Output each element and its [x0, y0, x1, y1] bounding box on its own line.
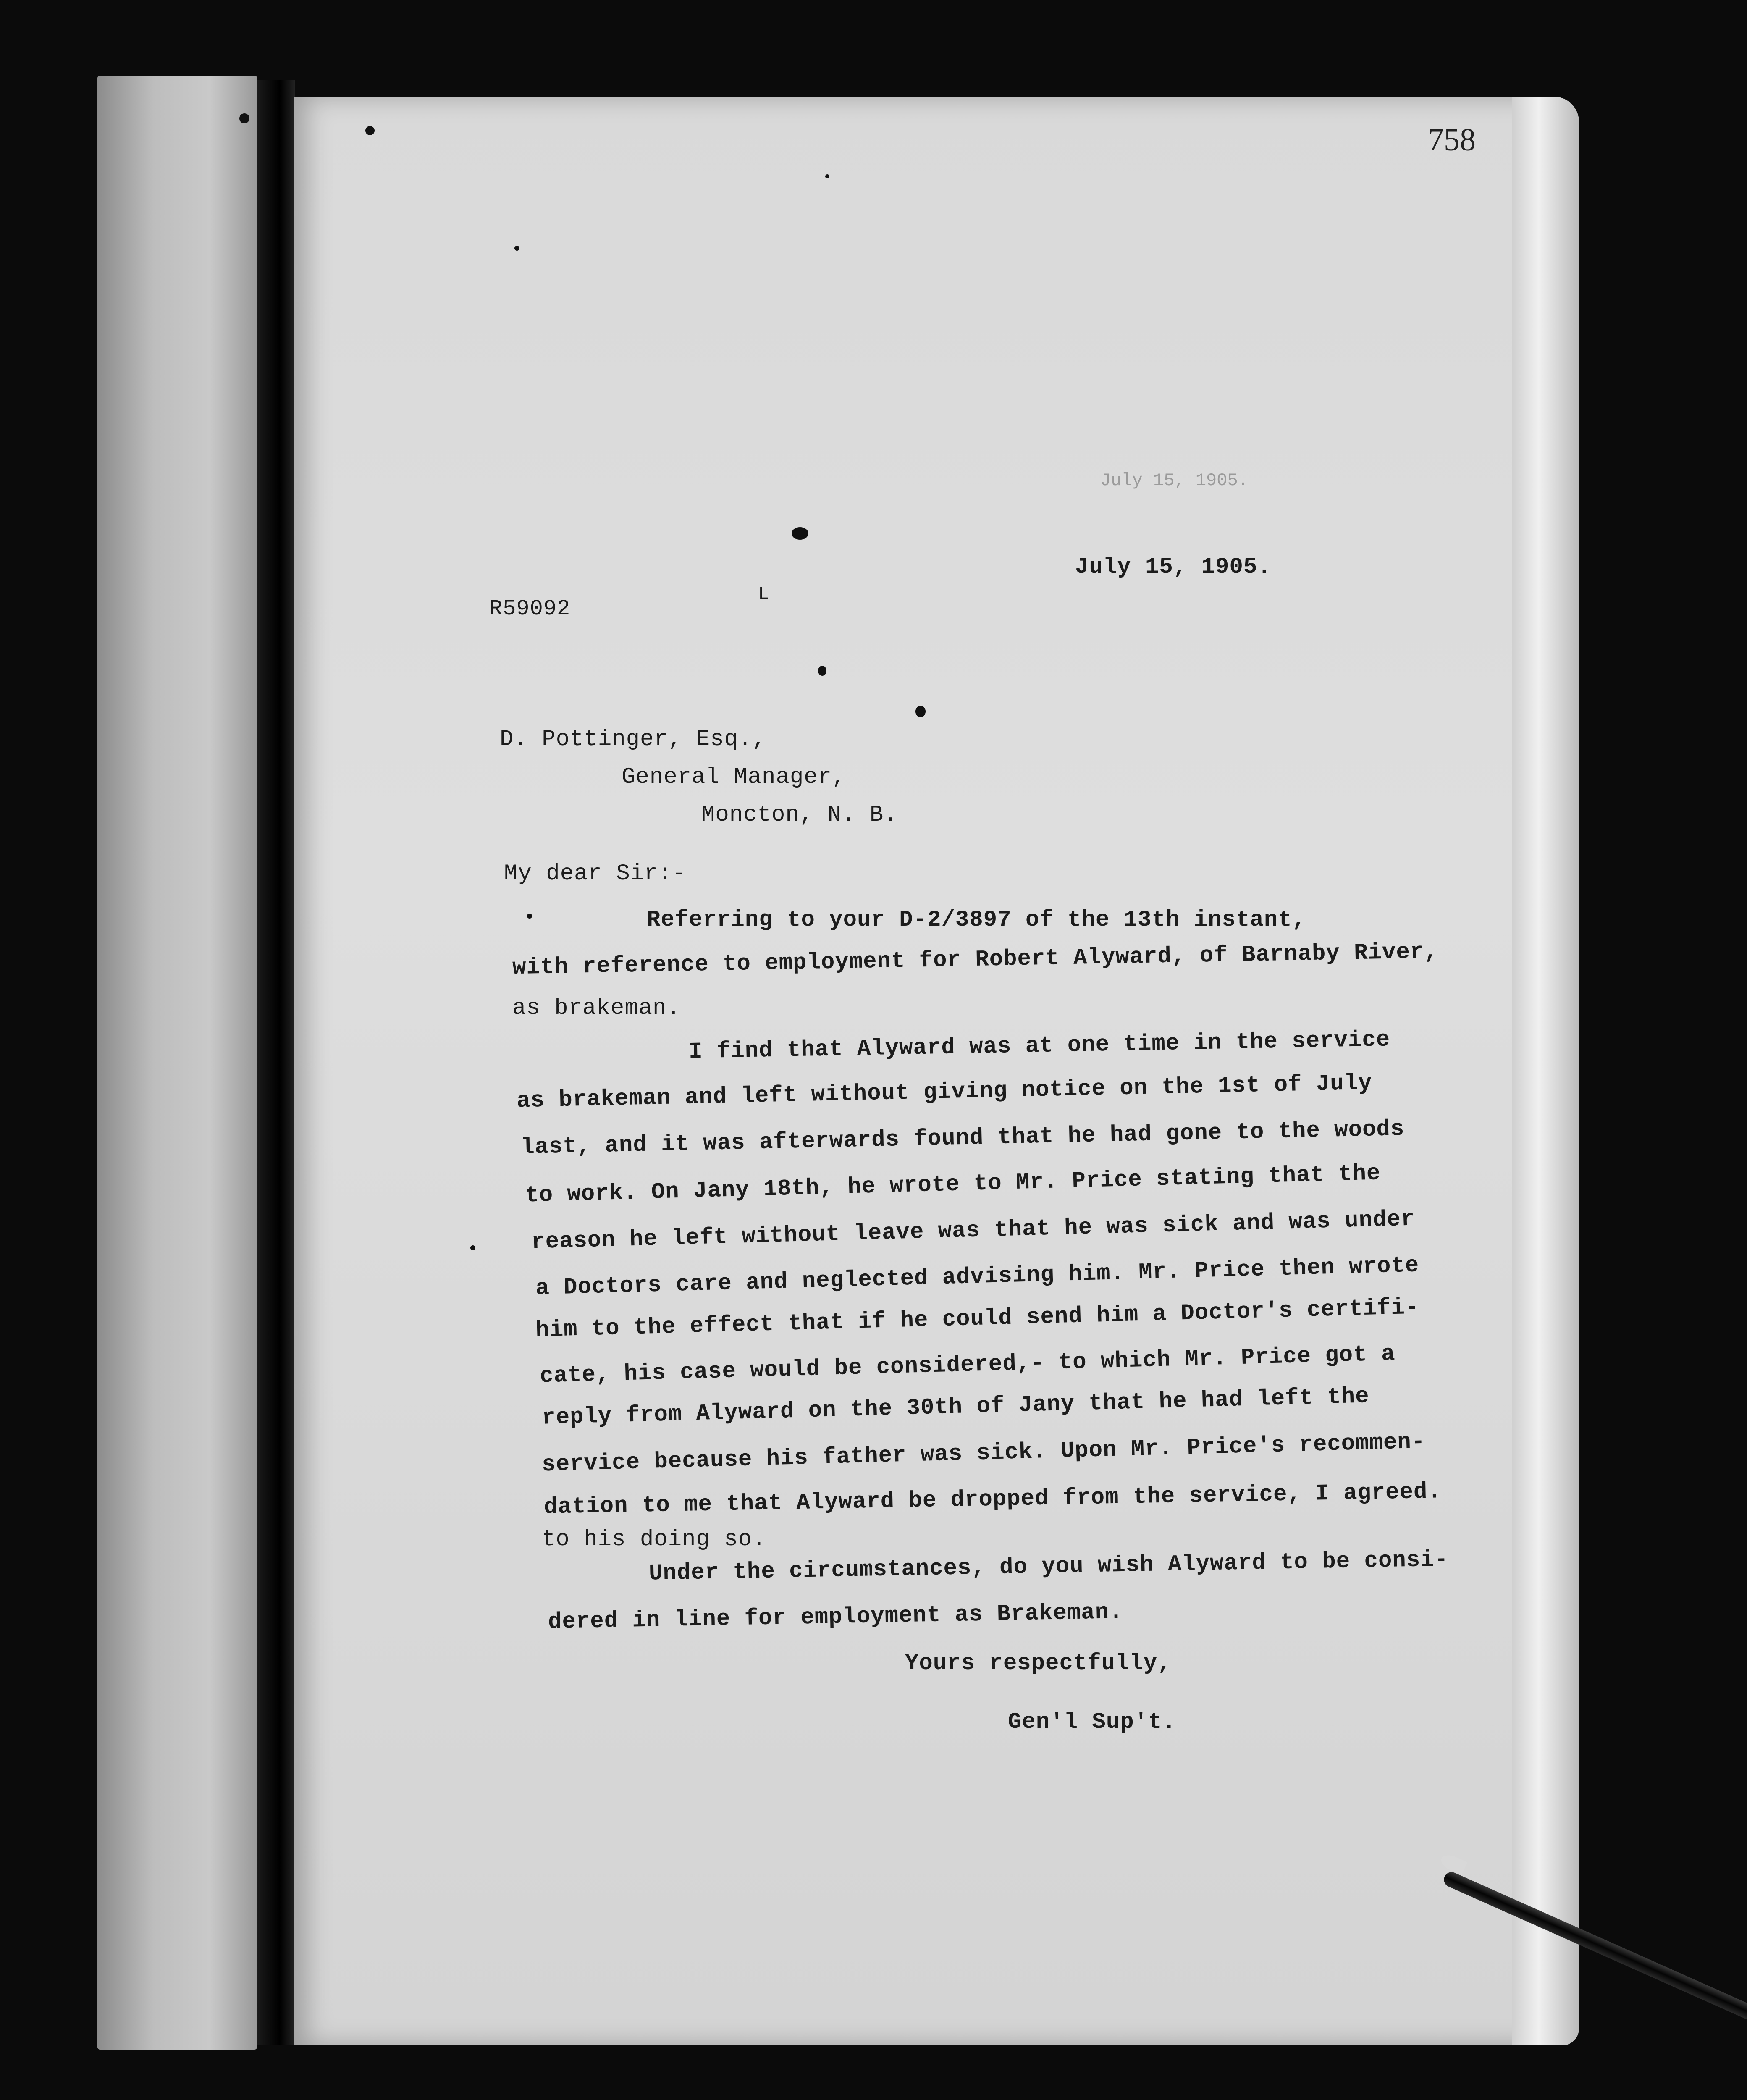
- ink-speck: [915, 706, 926, 717]
- body-line: as brakeman and left without giving notice on the 1st of July: [516, 1070, 1373, 1114]
- body-line: dation to me that Alyward be dropped from the service, I agreed.: [543, 1479, 1442, 1520]
- body-line: I find that Alyward was at one time in the service: [688, 1027, 1390, 1065]
- body-line: last, and it was afterwards found that he had gone to the woods: [520, 1116, 1405, 1161]
- ink-speck: [239, 113, 249, 123]
- ink-speck: [527, 914, 532, 919]
- reference-number: R59092: [489, 596, 571, 621]
- body-line: as brakeman.: [512, 995, 681, 1021]
- signature-title: Gen'l Sup't.: [1008, 1709, 1176, 1735]
- ink-speck: [792, 527, 808, 540]
- body-line: Under the circumstances, do you wish Alyward to be consi-: [648, 1547, 1449, 1587]
- body-line: cate, his case would be considered,- to which Mr. Price got a: [539, 1341, 1396, 1389]
- body-line: with reference to employment for Robert Alyward, of Barnaby River,: [512, 939, 1439, 981]
- ink-speck: [818, 666, 826, 676]
- typist-initial: L: [758, 584, 770, 605]
- addressee-title: General Manager,: [622, 764, 846, 790]
- body-line: Referring to your D-2/3897 of the 13th instant,: [647, 907, 1306, 933]
- ink-speck: [825, 174, 829, 178]
- page-number: 758: [1428, 122, 1476, 158]
- addressee-name: D. Pottinger, Esq.,: [500, 727, 766, 752]
- adjacent-page-strip: [97, 76, 257, 2050]
- body-line: dered in line for employment as Brakeman.: [548, 1599, 1124, 1635]
- binding-shadow: [257, 80, 295, 2045]
- body-line: to his doing so.: [542, 1527, 766, 1552]
- closing: Yours respectfully,: [905, 1651, 1172, 1676]
- body-line: reply from Alyward on the 30th of Jany that he had left the: [541, 1383, 1370, 1431]
- ink-speck: [514, 246, 519, 251]
- salutation: My dear Sir:-: [504, 861, 687, 887]
- ink-speck: [470, 1245, 475, 1250]
- body-line: service because his father was sick. Upon Mr. Price's recommen-: [541, 1429, 1426, 1478]
- body-line: him to the effect that if he could send him a Doctor's certifi-: [535, 1294, 1419, 1344]
- page-edge-curl: [1512, 97, 1579, 2045]
- show-through-date: July 15, 1905.: [1100, 470, 1249, 491]
- letter-date: July 15, 1905.: [1075, 554, 1272, 580]
- addressee-place: Moncton, N. B.: [701, 802, 898, 828]
- ink-speck: [365, 126, 375, 135]
- body-line: reason he left without leave was that he was sick and was under: [531, 1206, 1415, 1255]
- body-line: to work. On Jany 18th, he wrote to Mr. Price stating that the: [525, 1160, 1381, 1209]
- body-line: a Doctors care and neglected advising him. Mr. Price then wrote: [535, 1252, 1419, 1302]
